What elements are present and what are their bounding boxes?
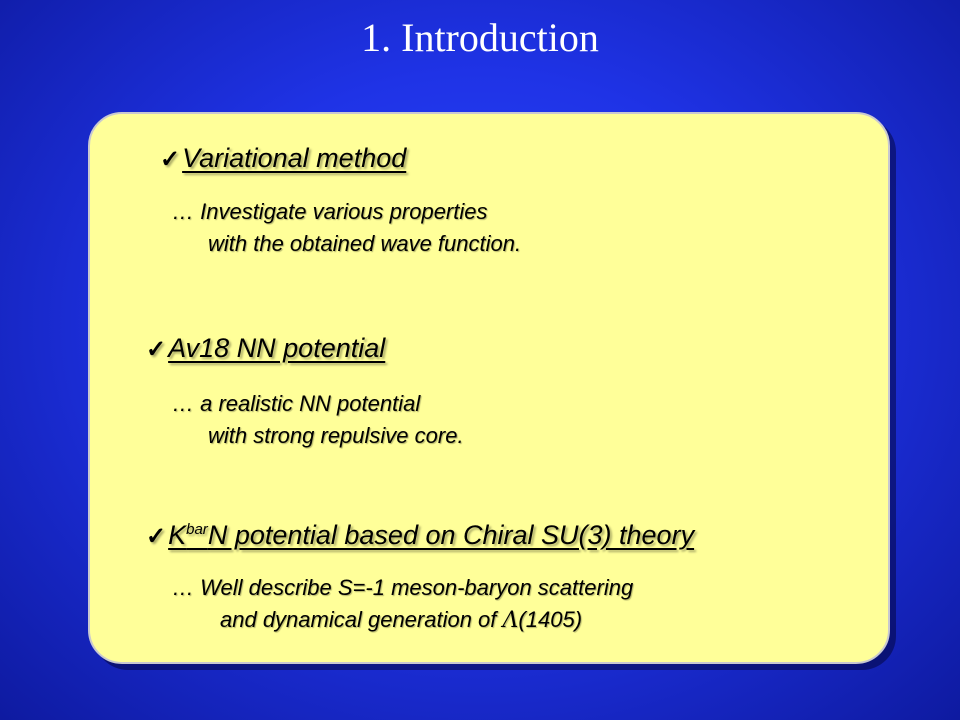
checkmark-icon: ✓ (146, 523, 167, 550)
heading-k: K (168, 520, 187, 550)
desc-line-2: with strong repulsive core. (208, 423, 464, 448)
item-variational-desc (172, 196, 521, 260)
desc-line-2: with the obtained wave function. (208, 231, 522, 256)
heading-text: Av18 NN potential (168, 333, 386, 363)
checkmark-icon: ✓ (146, 336, 167, 363)
item-av18-desc (172, 388, 464, 452)
desc-line-1: … Investigate various properties (172, 199, 488, 224)
item-kbarn-desc (172, 572, 633, 637)
desc-line-1: … Well describe S=-1 meson-baryon scattering (172, 575, 634, 600)
item-variational-heading (160, 143, 406, 174)
lambda-symbol: Λ (502, 608, 519, 633)
desc-line-2-post: (1405) (518, 607, 583, 632)
item-av18-heading (146, 333, 385, 364)
heading-superscript: bar (186, 521, 208, 538)
desc-line-2 (172, 604, 633, 637)
item-kbarn-heading (146, 520, 694, 551)
heading-rest: N potential based on Chiral SU(3) theory (207, 520, 695, 550)
checkmark-icon: ✓ (160, 146, 181, 173)
desc-line-1: … a realistic NN potential (172, 391, 421, 416)
heading-text (168, 520, 694, 551)
slide-title: 1. Introduction (361, 15, 599, 60)
desc-line-2-pre: and dynamical generation of (220, 607, 503, 632)
heading-text: Variational method (182, 143, 407, 173)
